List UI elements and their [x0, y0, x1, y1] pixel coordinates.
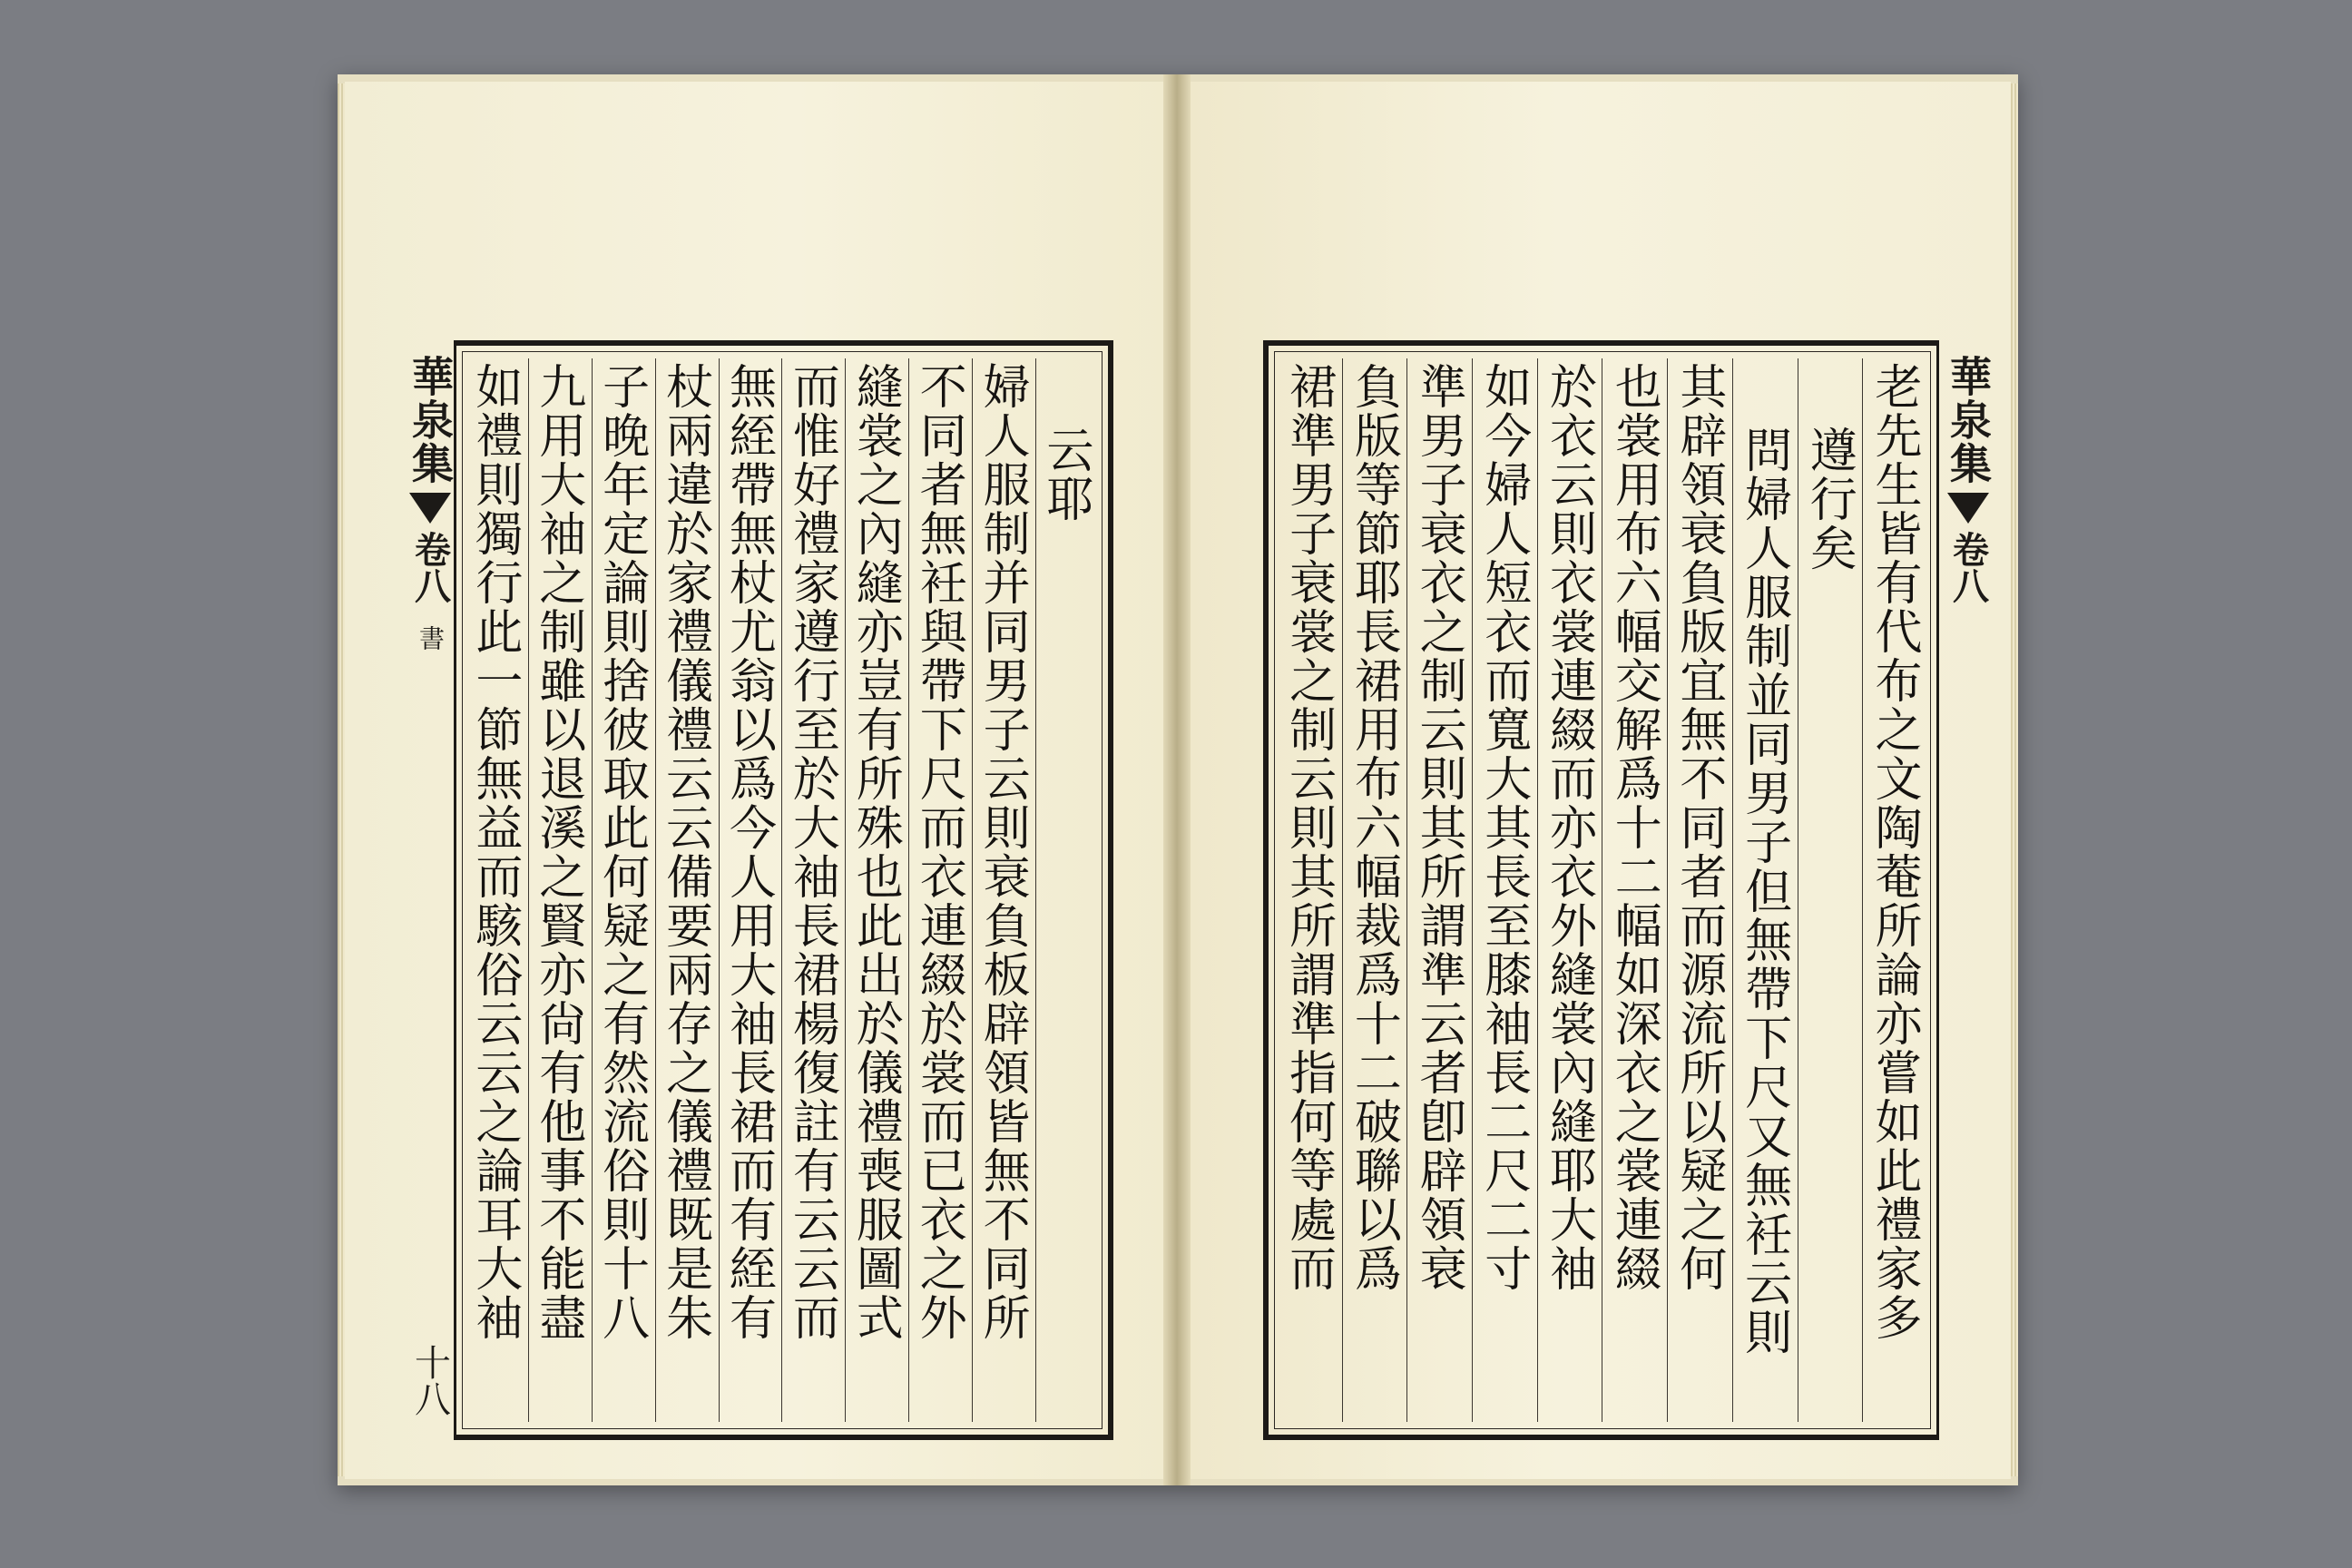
- right-page: [1191, 82, 2011, 1479]
- right-page-margin-column: [1944, 346, 1993, 1435]
- right-printed-frame: [1263, 340, 1993, 1440]
- text-column: 婦人服制并同男子云則衰負板辟領皆無不同所: [972, 358, 1035, 1422]
- book-gutter: [1163, 74, 1191, 1485]
- left-page-margin-column: [406, 346, 455, 1435]
- volume-label: 卷八: [1946, 531, 1990, 603]
- volume-label: 卷八: [408, 531, 452, 603]
- text-column: 老先生皆有代布之文陶菴所論亦嘗如此禮家多: [1862, 358, 1927, 1422]
- text-column: 如今婦人短衣而寬大其長至膝袖長二尺二寸: [1472, 358, 1537, 1422]
- text-column: 也裳用布六幅交解爲十二幅如深衣之裳連綴: [1602, 358, 1667, 1422]
- book-title: 華泉集: [1944, 355, 1993, 485]
- text-column: 無絰帶無杖尤翁以爲今人用大袖長裙而有絰有: [719, 358, 782, 1422]
- text-column: 其辟領衰負版宜無不同者而源流所以疑之何: [1667, 358, 1732, 1422]
- text-column: 子晚年定論則捨彼取此何疑之有然流俗則十八: [592, 358, 655, 1422]
- section-label: 書: [416, 625, 446, 651]
- text-column: 不同者無衽與帶下尺而衣連綴於裳而已衣之外: [908, 358, 972, 1422]
- open-book: [338, 74, 2018, 1485]
- text-column: 九用大袖之制雖以退溪之賢亦尙有他事不能盡: [528, 358, 592, 1422]
- left-printed-frame: [406, 340, 1113, 1440]
- text-column: 而惟好禮家遵行至於大袖長裙楊復註有云云而: [781, 358, 845, 1422]
- text-column: 遵行矣: [1798, 358, 1863, 1422]
- text-column: 如禮則獨行此一節無益而駭俗云云之論耳大袖: [466, 362, 522, 1342]
- text-column: 云耶: [1035, 358, 1099, 1422]
- text-column: 準男子衰衣之制云則其所謂準云者卽辟領衰: [1406, 358, 1472, 1422]
- right-text-columns: [1278, 358, 1927, 1422]
- text-column: 縫裳之內縫亦豈有所殊也此出於儀禮喪服圖式: [845, 358, 908, 1422]
- fish-tail-mark: [1947, 493, 1989, 524]
- text-column: 裙準男子衰裳之制云則其所謂準指何等處而: [1280, 362, 1336, 1293]
- text-column: 問婦人服制並同男子但無帶下尺又無衽云則: [1732, 358, 1798, 1422]
- text-column: 於衣云則衣裳連綴而亦衣外縫裳內縫耶大袖: [1537, 358, 1602, 1422]
- fish-tail-mark: [409, 493, 451, 524]
- left-text-columns: [466, 358, 1099, 1422]
- left-page: [345, 82, 1164, 1479]
- book-title: 華泉集: [406, 355, 455, 485]
- page-number: 十八: [408, 1344, 451, 1416]
- text-column: 杖兩違於家禮儀禮云云備要兩存之儀禮既是朱: [655, 358, 719, 1422]
- text-column: 負版等節耶長裙用布六幅裁爲十二破聯以爲: [1342, 358, 1407, 1422]
